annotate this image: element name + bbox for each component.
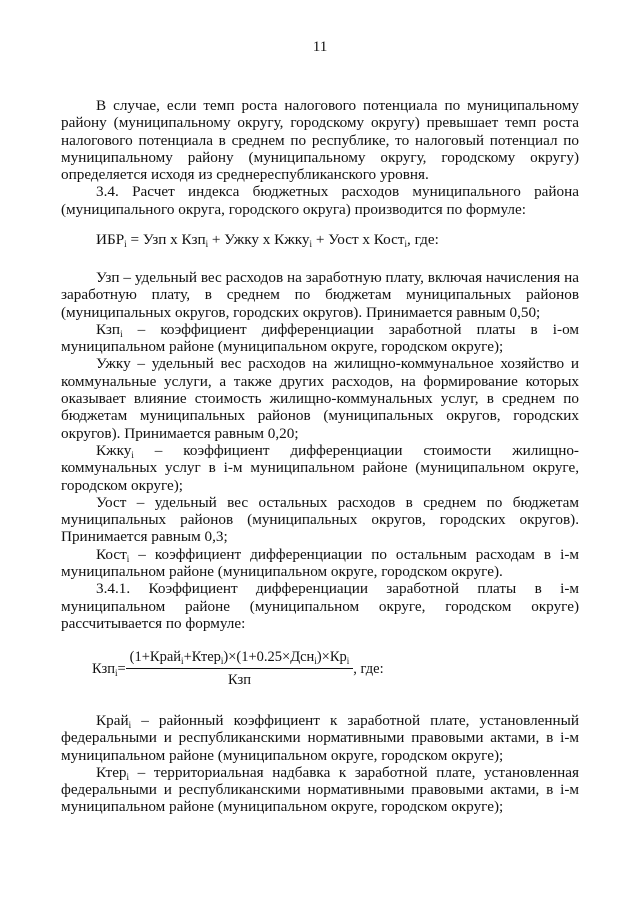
definition-kray: Край$_i$ – районный коэффициент к заработной плате, установленный федеральными и республиканскими нормативными правовыми актами, в i-м муниципальном районе (муниципальном округе, городском округе); bbox=[61, 712, 579, 764]
definition-kzp: Кзп$_i$ – коэффициент дифференциации заработной платы в i-ом муниципальном районе (муниципальном округе, городском округе); bbox=[61, 320, 579, 356]
definition-kter: Ктер$_i$ – территориальная надбавка к заработной плате, установленная федеральными и республиканскими нормативными правовыми актами, в i-м муниципальном районе (муниципальном округе, городском округе); bbox=[61, 763, 579, 816]
formula-kzp-denominator: Кзп bbox=[227, 672, 251, 689]
formula-kzp bbox=[92, 649, 384, 690]
paragraph-tax-potential: В случае, если темп роста налогового потенциала по муниципальному району (муниципальному округу, городскому округу) превышает темп роста налогового потенциала в среднем по республике, то налоговый потенциал по муниципальному району (муниципальному округу, городскому округу) определяется исходя из среднереспубликанского уровня. bbox=[61, 97, 579, 184]
text-block-coefficients bbox=[61, 712, 579, 816]
paragraph-3-4: 3.4. Расчет индекса бюджетных расходов муниципального района (муниципального округа, городского округа) производится по формуле: bbox=[61, 183, 579, 218]
formula-kzp-tail: , где: bbox=[353, 660, 384, 677]
definition-uzhku: Ужку – удельный вес расходов на жилищно-коммунальное хозяйство и коммунальные услуги, а также других расходов, на формирование которых оказывает влияние стоимость жилищно-коммунальных услуг, в среднем по бюджетам муниципальных районов (муниципальных округов, городских округов). Принимается равным 0,20; bbox=[61, 355, 579, 442]
formula-ibr: $ИБР_i$ = Узп х Кзп$_i$ + Ужку х Кжку$_i$ + Уост х Кост$_i$, где: bbox=[96, 231, 439, 249]
text-block-intro bbox=[61, 97, 579, 218]
definition-uzp: Узп – удельный вес расходов на заработную плату, включая начисления на заработную плату, в среднем по бюджетам муниципальных районов (муниципальных округов, городских округов). Принимается равным 0,50; bbox=[61, 269, 579, 321]
formula-kzp-fraction bbox=[126, 649, 354, 690]
definition-kost: Кост$_i$ – коэффициент дифференциации по остальным расходам в i-м муниципальном районе (муниципальном округе, городском округе). bbox=[61, 545, 579, 581]
formula-kzp-numerator: $(1+Край_i+Ктер_i)\times(1+0.25\times Дсн_i)\times Кр_i$ bbox=[126, 649, 354, 669]
formula-kzp-lhs: Кзп$_i$= bbox=[92, 660, 126, 678]
text-block-definitions bbox=[61, 269, 579, 632]
definition-kzhku: Кжку$_i$ – коэффициент дифференциации стоимости жилищно-коммунальных услуг в i-м муниципальном районе (муниципальном округе, городском округе); bbox=[61, 441, 579, 494]
paragraph-3-4-1: 3.4.1. Коэффициент дифференциации заработной платы в i-м муниципальном районе (муниципальном округе, городском округе) рассчитывается по формуле: bbox=[61, 580, 579, 632]
definition-uost: Уост – удельный вес остальных расходов в среднем по бюджетам муниципальных районов (муниципальных округов, городских округов). Принимается равным 0,3; bbox=[61, 493, 579, 546]
page-number: 11 bbox=[312, 38, 328, 55]
